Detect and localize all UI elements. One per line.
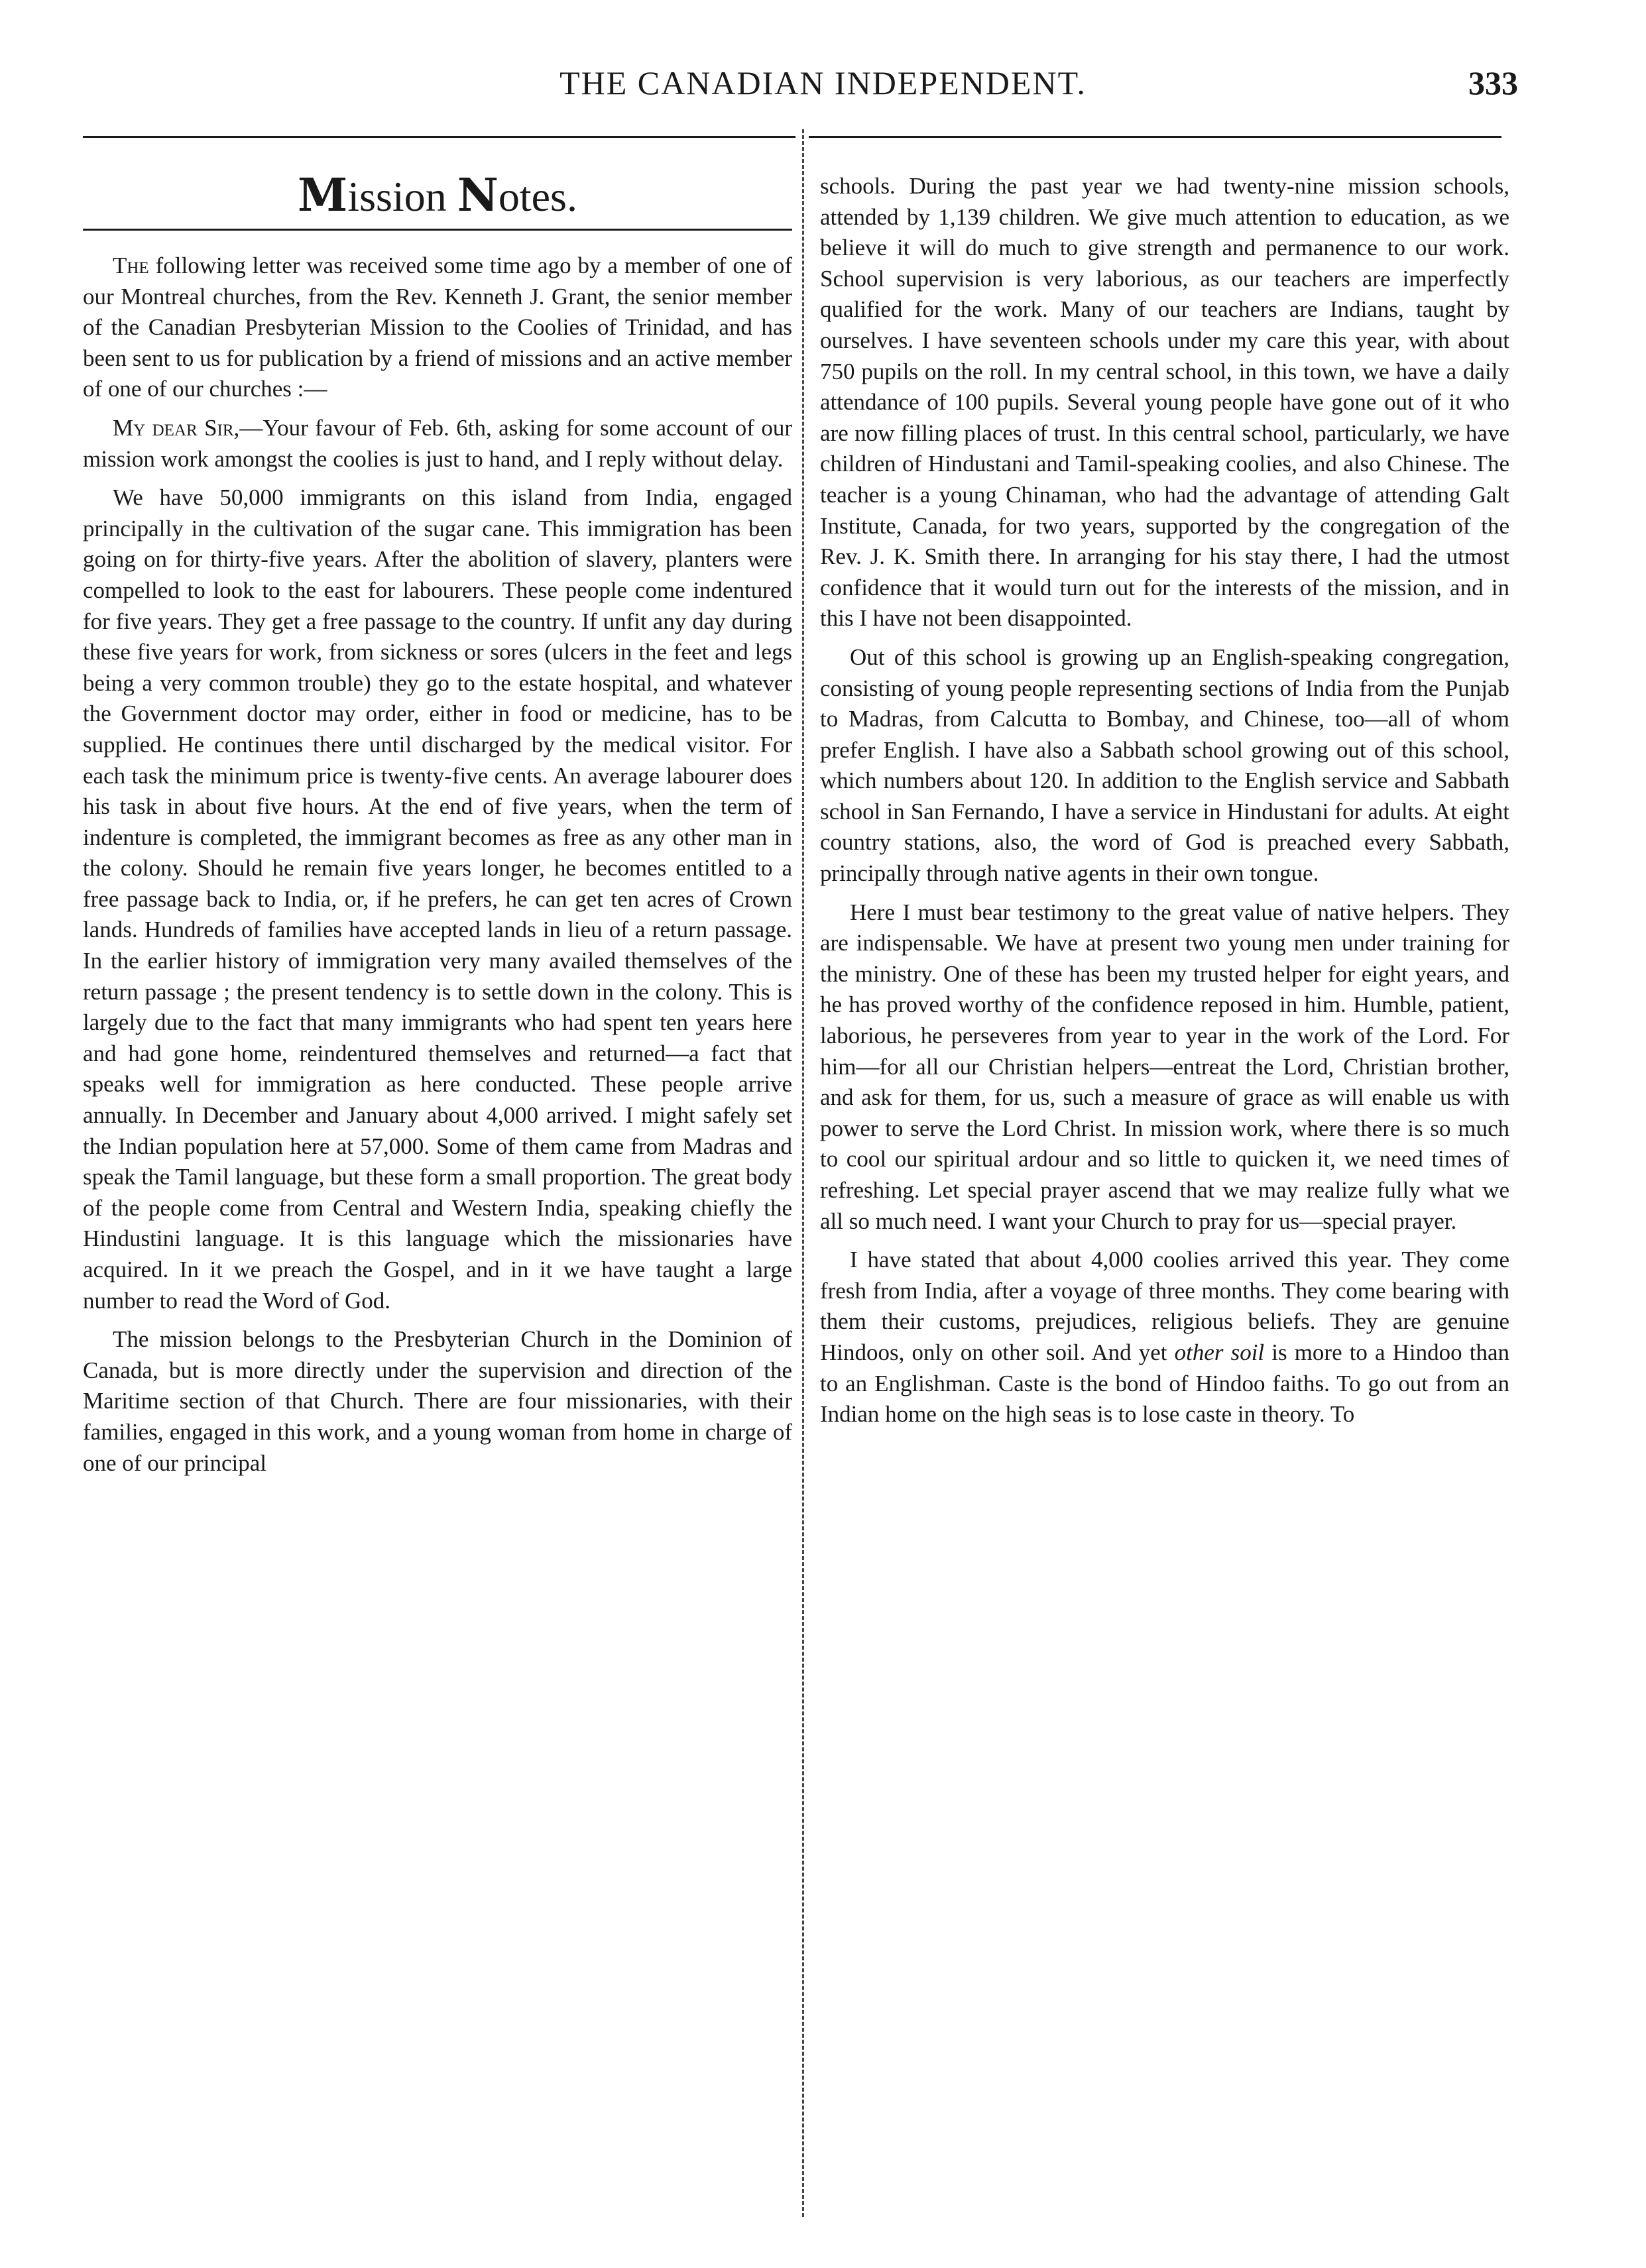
page-number: 333	[1468, 64, 1518, 101]
salutation: My dear Sir,	[113, 414, 240, 441]
intro-first-word: The	[113, 253, 149, 278]
section-heading	[83, 169, 792, 223]
heading-initial-n: N	[457, 169, 499, 222]
right-column	[820, 171, 1509, 1438]
running-title: THE CANADIAN INDEPENDENT.	[559, 64, 1087, 101]
congregation-paragraph: Out of this school is growing up an English-speaking congregation, consisting of young people representing sections of India from the Punjab to Madras, from Calcutta to Bombay, and Chinese, too—all of whom prefer English. I have also a Sabbath school growing out of this school, which numbers about 120. In addition to the English service and Sabbath school in San Fernando, I have a service in Hindustani for adults. At eight country stations, also, the word of God is preached every Sabbath, principally through native agents in their own tongue.	[820, 644, 1509, 887]
intro-text: following letter was received some time ago by a member of one of our Montreal churches, from the Rev. Kenneth J. Grant, the senior member of the Canadian Presbyterian Mission to the Coolies of Trinidad, and has been sent to us for publication by a friend of missions and an active member of one of our churches :—	[83, 253, 792, 402]
letter-opening-text: —Your favour of Feb. 6th, asking for some account of our mission work amongst the coolies is just to hand, and I reply without delay.	[83, 414, 792, 472]
mission-paragraph: The mission belongs to the Presbyterian Church in the Dominion of Canada, but is more directly under the supervision and direction of the Maritime section of that Church. There are four missionaries, with their families, engaged in this work, and a young woman from home in charge of one of our principal	[83, 1326, 792, 1476]
coolies-text-a: I have stated that about 4,000 coolies arrived this year. They come fresh from India, after a voyage of three months. They come bearing with them their customs, prejudices, religious beliefs. They are genuine Hindoos, only on other soil. And yet	[820, 1247, 1509, 1365]
left-column	[83, 169, 792, 1487]
coolies-text-italic: other soil	[1174, 1339, 1265, 1365]
heading-word-1: ission	[347, 173, 457, 220]
coolies-arrival-paragraph	[820, 1245, 1509, 1430]
letter-opening-paragraph	[83, 413, 792, 475]
header-rule-left	[83, 136, 795, 138]
intro-paragraph	[83, 251, 792, 405]
schools-paragraph: schools. During the past year we had twenty-nine mission schools, attended by 1,139 children. We give much attention to education, as we believe it will do much to give strength and permanence to our work. School supervision is very laborious, as our teachers are imperfectly qualified for the work. Many of our teachers are Indians, taught by ourselves. I have seventeen schools under my care this year, with about 750 pupils on the roll. In my central school, in this town, we have a daily attendance of 100 pupils. Several young people have gone out of it who are now filling places of trust. In this central school, particularly, we have children of Hindustani and Tamil-speaking coolies, and also Chinese. The teacher is a young Chinaman, who had the advantage of attending Galt Institute, Canada, for two years, supported by the congregation of the Rev. J. K. Smith there. In arranging for his stay there, I had the utmost confidence that it would turn out for the interests of the mission, and in this I have not been disappointed.	[820, 173, 1509, 632]
native-helpers-paragraph: Here I must bear testimony to the great value of native helpers. They are indispensable. We have at present two young men under training for the ministry. One of these has been my trusted helper for eight years, and he has proved worthy of the confidence reposed in him. Humble, patient, laborious, he perseveres from year to year in the work of the Lord. For him—for all our Christian helpers—entreat the Lord, Christian brother, and ask for them, for us, such a measure of grace as will enable us with power to serve the Lord Christ. In mission work, where there is so much to cool our spiritual ardour and so little to quicken it, we need times of refreshing. Let special prayer ascend that we may realize fully what we all so much need. I want your Church to pray for us—special prayer.	[820, 899, 1509, 1234]
heading-rule	[83, 229, 792, 231]
heading-word-2: otes.	[498, 173, 577, 220]
header-rule-right	[809, 136, 1501, 138]
heading-initial-m: M	[298, 169, 348, 222]
immigrants-paragraph: We have 50,000 immigrants on this island from India, engaged principally in the cultivation of the sugar cane. This immigration has been going on for thirty-five years. After the abolition of slavery, planters were compelled to look to the east for labourers. These people come indentured for five years. They get a free passage to the country. If unfit any day during these five years for work, from sickness or sores (ulcers in the feet and legs being a very common trouble) they go to the estate hospital, and whatever the Government doctor may order, either in food or medicine, has to be supplied. He continues there until discharged by the medical visitor. For each task the minimum price is twenty-five cents. An average labourer does his task in about five hours. At the end of five years, when the term of indenture is completed, the immigrant becomes as free as any other man in the colony. Should he remain five years longer, he becomes entitled to a free passage back to India, or, if he prefers, he can get ten acres of Crown lands. Hundreds of families have accepted lands in lieu of a return passage. In the earlier history of immigration very many availed themselves of the return passage ; the present tendency is to settle down in the colony. This is largely due to the fact that many immigrants who had spent ten years here and had gone home, reindentured themselves and returned—a fact that speaks well for immigration as here conducted. These people arrive annually. In December and January about 4,000 arrived. I might safely set the Indian population here at 57,000. Some of them came from Madras and speak the Tamil language, but these form a small proportion. The great body of the people come from Central and Western India, speaking chiefly the Hindustini language. It is this language which the missionaries have acquired. In it we preach the Gospel, and in it we have taught a large number to read the Word of God.	[83, 484, 792, 1314]
coolies-text-b: is more to a Hindoo than to an Englishman. Caste is the bond of Hindoo faiths. To go out from an Indian home on the high seas is to lose caste in theory. To	[820, 1339, 1510, 1428]
column-divider	[802, 129, 804, 2217]
